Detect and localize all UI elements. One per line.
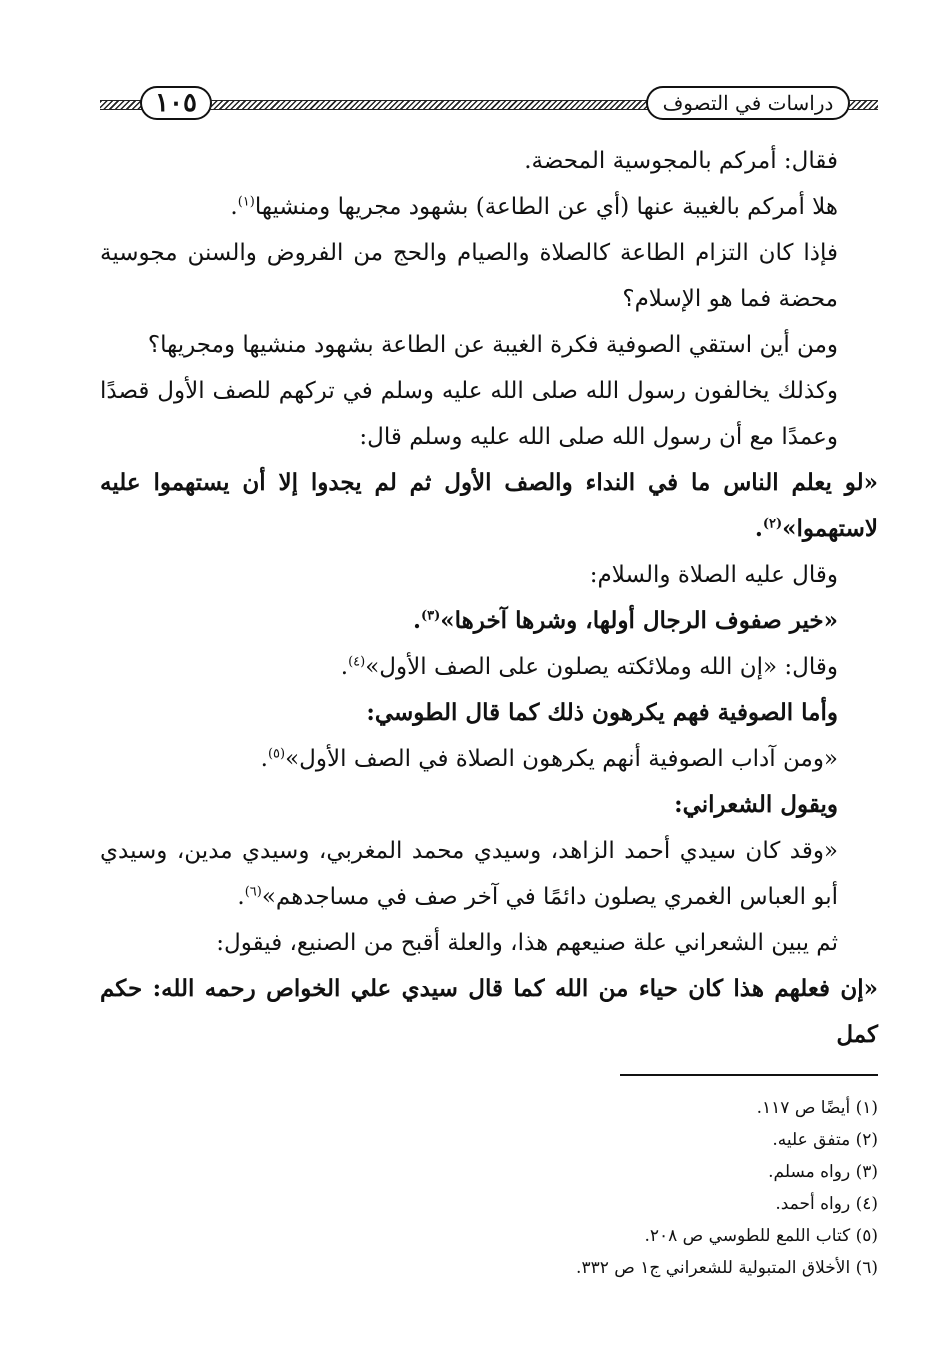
footnote-marker: (٣): [420, 608, 441, 624]
footnote-item: (٢) متفق عليه.: [772, 1130, 878, 1150]
footnote-separator: [620, 1074, 878, 1076]
header-ornament-middle: [210, 100, 648, 110]
footnote-item: (١) أيضًا ص ١١٧.: [756, 1098, 878, 1118]
paragraph: [100, 966, 878, 1058]
footnote-item: (٣) رواه مسلم.: [768, 1162, 878, 1182]
footnote-item: (٤) رواه أحمد.: [775, 1194, 878, 1214]
paragraph: [100, 322, 878, 368]
footnote-marker: (٤): [348, 654, 366, 670]
paragraph-text: «لو يعلم الناس ما في النداء والصف الأول ثم لم يجدوا إلا أن يستهموا عليه لاستهموا»: [100, 469, 878, 542]
footnote-marker: (١): [237, 194, 255, 210]
paragraph-text: ومن أين استقي الصوفية فكرة الغيبة عن الطاعة بشهود منشيها ومجريها؟: [147, 332, 838, 358]
trailing-punctuation: .: [230, 194, 238, 220]
trailing-punctuation: .: [754, 515, 763, 542]
footnote-marker: (٦): [244, 884, 262, 900]
paragraph: [100, 598, 878, 644]
footnote-marker: (٢): [762, 516, 783, 532]
paragraph: [100, 644, 878, 690]
paragraph-text: «وقد كان سيدي أحمد الزاهد، وسيدي محمد المغربي، وسيدي مدين، وسيدي أبو العباس الغمري يصلون دائمًا في آخر صف في مساجدهم»: [100, 838, 838, 910]
paragraph-text: هلا أمركم بالغيبة عنها (أي عن الطاعة) بشهود مجريها ومنشيها: [254, 194, 838, 220]
paragraph-text: وقال عليه الصلاة والسلام:: [589, 562, 838, 588]
trailing-punctuation: .: [412, 607, 421, 634]
paragraph: [100, 828, 878, 920]
trailing-punctuation: .: [340, 654, 349, 680]
paragraph: [100, 920, 878, 966]
page-number: ١٠٥: [140, 86, 212, 120]
trailing-punctuation: .: [260, 746, 268, 772]
paragraph-text: «إن فعلهم هذا كان حياء من الله كما قال سيدي علي الخواص رحمه الله: حكم كمل: [100, 975, 878, 1048]
paragraph-text: ثم يبين الشعراني علة صنيعهم هذا، والعلة أقبح من الصنيع، فيقول:: [216, 930, 838, 956]
paragraph-text: فقال: أمركم بالمجوسية المحضة.: [524, 148, 838, 174]
footnote-item: (٥) كتاب اللمع للطوسي ص ٢٠٨.: [644, 1226, 878, 1246]
footnote-item: (٦) الأخلاق المتبولية للشعراني ج١ ص ٣٣٢.: [576, 1258, 878, 1278]
paragraph-text: «خير صفوف الرجال أولها، وشرها آخرها»: [440, 607, 838, 634]
paragraph: [100, 230, 878, 322]
paragraph-text: وأما الصوفية فهم يكرهون ذلك كما قال الطوسي:: [366, 699, 838, 726]
paragraph: [100, 368, 878, 460]
running-header: [100, 74, 880, 134]
footnote-marker: (٥): [267, 746, 286, 762]
header-ornament-right: [848, 100, 878, 110]
paragraph: [100, 552, 878, 598]
paragraph-text: «ومن آداب الصوفية أنهم يكرهون الصلاة في الصف الأول»: [285, 746, 838, 772]
paragraph: [100, 736, 878, 782]
header-ornament-left: [100, 100, 142, 110]
paragraph: [100, 184, 878, 230]
paragraph-text: وقال: «إن الله وملائكته يصلون على الصف الأول»: [365, 654, 838, 680]
trailing-punctuation: .: [237, 884, 245, 910]
paragraph: [100, 690, 878, 736]
body-text: [100, 138, 878, 1058]
paragraph: [100, 138, 878, 184]
paragraph-text: ويقول الشعراني:: [674, 791, 838, 818]
book-title: دراسات في التصوف: [646, 86, 850, 120]
paragraph: [100, 460, 878, 552]
footnotes: [300, 1092, 878, 1284]
paragraph-text: وكذلك يخالفون رسول الله صلى الله عليه وسلم في تركهم للصف الأول قصدًا وعمدًا مع أن رسول الله صلى الله عليه وسلم قال:: [100, 378, 838, 450]
paragraph: [100, 782, 878, 828]
paragraph-text: فإذا كان التزام الطاعة كالصلاة والصيام والحج من الفروض والسنن مجوسية محضة فما هو الإسلام؟: [100, 240, 838, 312]
